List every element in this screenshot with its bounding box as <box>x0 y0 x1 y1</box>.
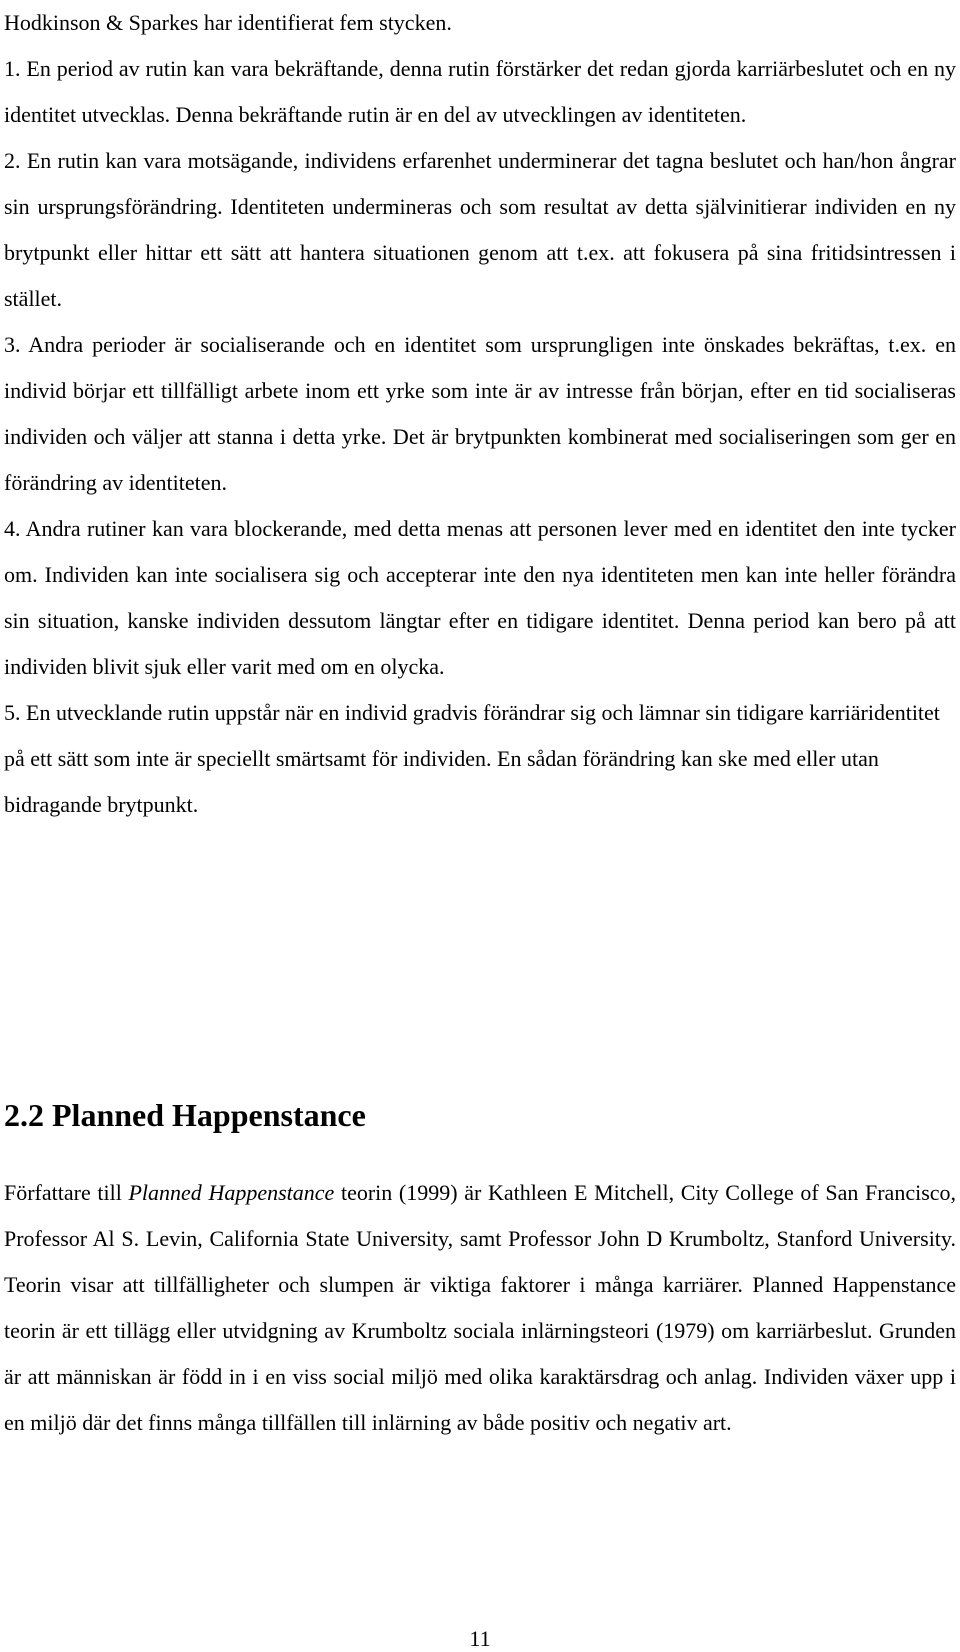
list-item-text: Andra perioder är socialiserande och en identitet som ursprungligen inte önskades bekräftas, t.ex. en individ börjar ett tillfälligt arbete inom ett yrke som inte är av intresse från början, efter en tid socialiseras individen och väljer att stanna i detta yrke. Det är brytpunkten kombinerat med socialiseringen som ger en förändring av identiteten. <box>4 332 956 495</box>
list-item <box>4 506 956 690</box>
section-paragraph-rest: teorin (1999) är Kathleen E Mitchell, City College of San Francisco, Professor Al S. Levin, California State University, samt Professor John D Krumboltz, Stanford University. Teorin visar att tillfälligheter och slumpen är viktiga faktorer i många karriärer. Planned Happenstance teorin är ett tillägg eller utvidgning av Krumboltz sociala inlärningsteori (1979) om karriärbeslut. Grunden är att människan är född in i en viss social miljö med olika karaktärsdrag och anlag. Individen växer upp i en miljö där det finns många tillfällen till inlärning av både positiv och negativ art. <box>4 1180 957 1435</box>
list-item-number: 2. <box>4 148 21 173</box>
list-item <box>4 690 956 828</box>
section-paragraph-start: Författare till <box>4 1180 129 1205</box>
section-heading: 2.2 Planned Happenstance <box>4 1097 366 1133</box>
list-item <box>4 322 956 506</box>
list-item-text: En utvecklande rutin uppstår när en individ gradvis förändrar sig och lämnar sin tidigare karriäridentitet på ett sätt som inte är speciellt smärtsamt för individen. En sådan förändring kan ske med eller utan bidragande brytpunkt. <box>4 700 940 817</box>
list-item-text: En period av rutin kan vara bekräftande, denna rutin förstärker det redan gjorda karriärbeslutet och en ny identitet utvecklas. Denna bekräftande rutin är en del av utvecklingen av identiteten. <box>4 56 956 127</box>
list-item <box>4 46 956 138</box>
theory-name-italic: Planned Happenstance <box>128 1180 335 1205</box>
page-number: 11 <box>469 1626 491 1651</box>
list-item-text: Andra rutiner kan vara blockerande, med detta menas att personen lever med en identitet den inte tycker om. Individen kan inte socialisera sig och accepterar inte den nya identiteten men kan inte heller förändra sin situation, kanske individen dessutom längtar efter en tidigare identitet. Denna period kan bero på att individen blivit sjuk eller varit med om en olycka. <box>4 516 956 679</box>
section-paragraph <box>4 1170 956 1446</box>
list-item <box>4 138 956 322</box>
intro-paragraph: Hodkinson & Sparkes har identifierat fem stycken. <box>4 10 452 35</box>
list-item-number: 5. <box>4 700 21 725</box>
list-item-text: En rutin kan vara motsägande, individens erfarenhet underminerar det tagna beslutet och han/hon ångrar sin ursprungsförändring. Identiteten undermineras och som resultat av detta självinitierar individen en ny brytpunkt eller hittar ett sätt att hantera situationen genom att t.ex. att fokusera på sina fritidsintressen i stället. <box>4 148 956 311</box>
body-text <box>4 0 956 828</box>
list-item-number: 1. <box>4 56 21 81</box>
list-item-number: 3. <box>4 332 21 357</box>
list-item-number: 4. <box>4 516 21 541</box>
